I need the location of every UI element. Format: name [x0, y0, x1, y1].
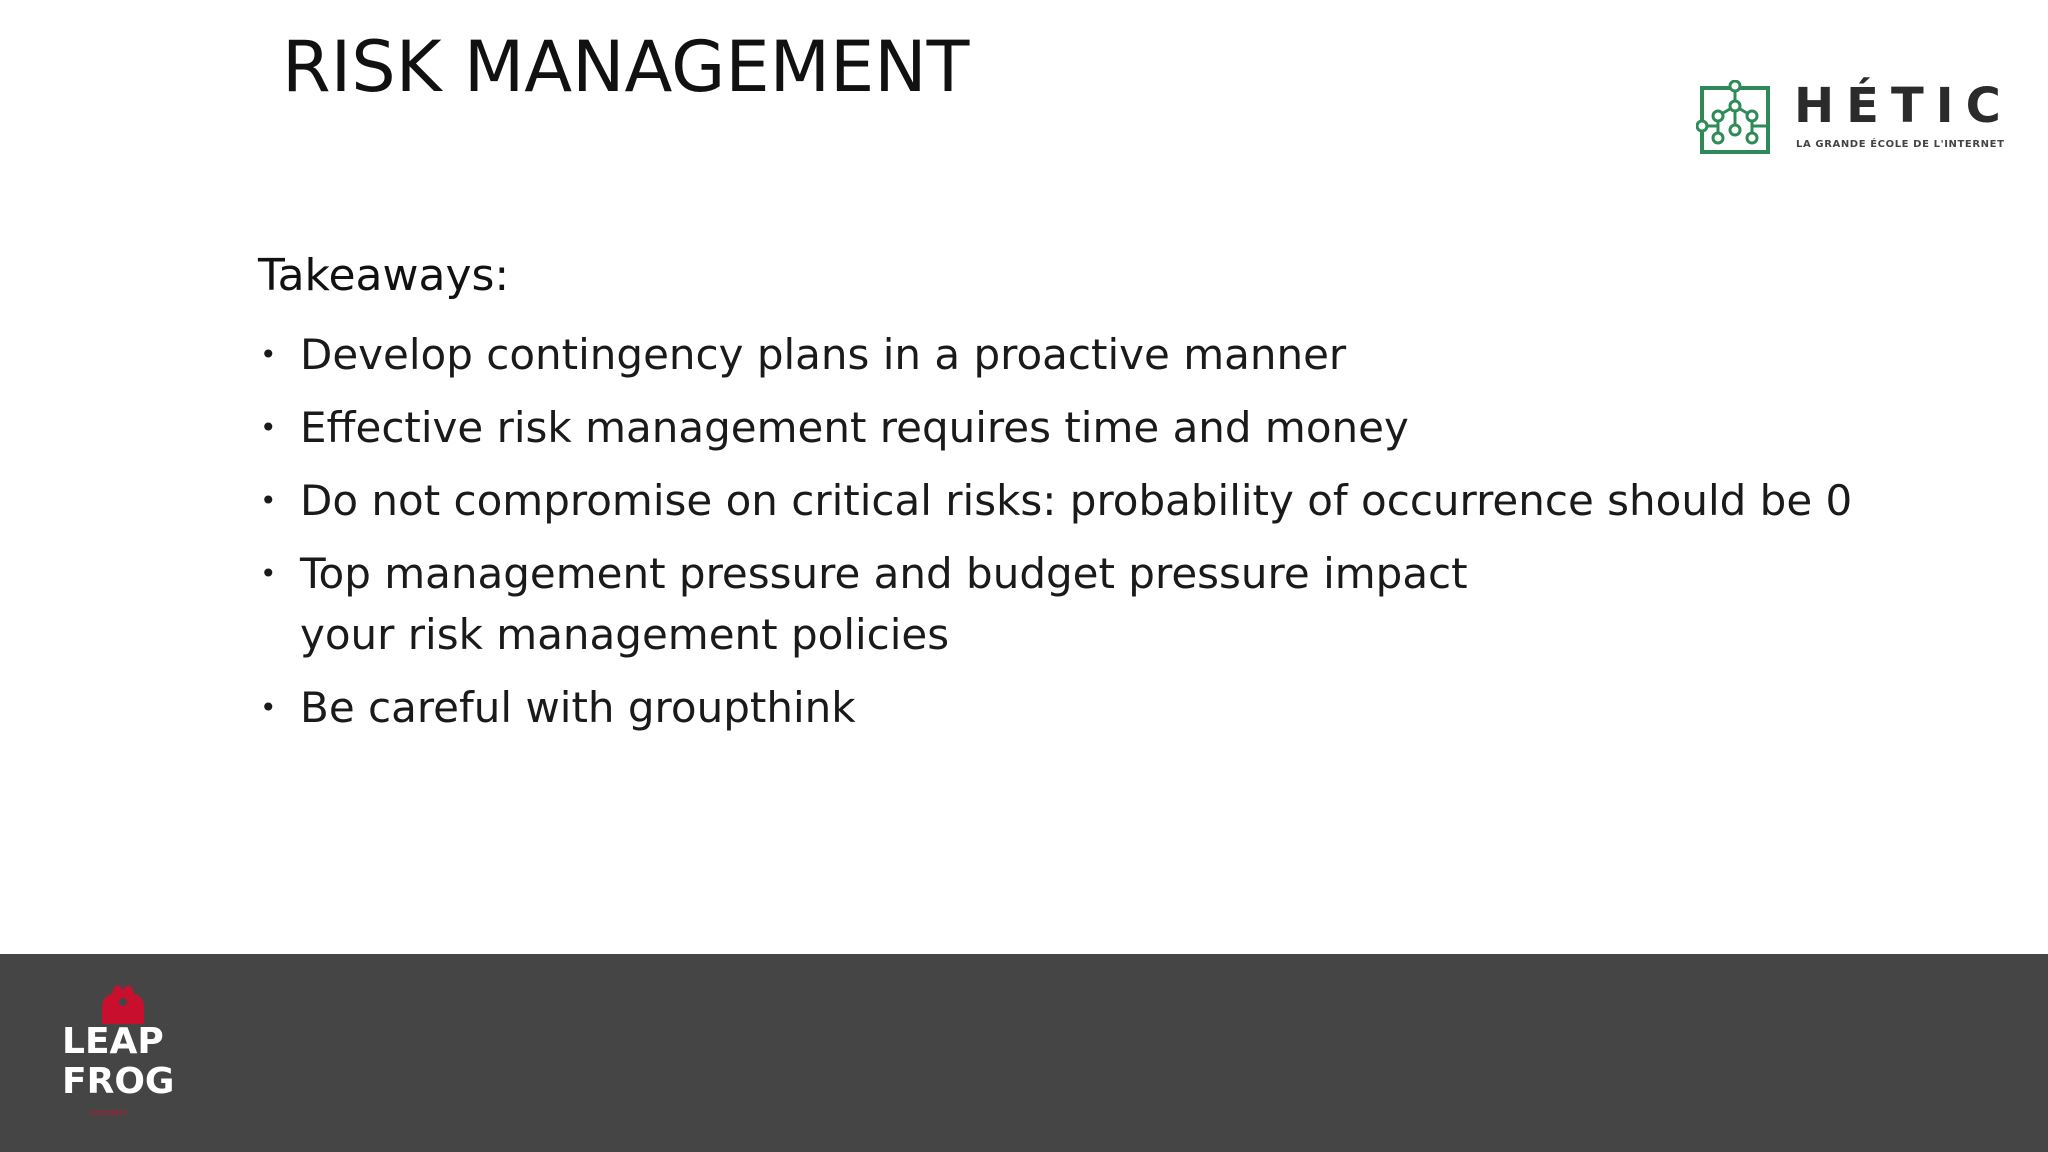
bullet-icon: • [260, 484, 277, 517]
hetic-logo [1696, 76, 2013, 156]
list-item-text: Be careful with groupthink [300, 683, 856, 732]
hetic-wordmark: HÉTIC [1794, 78, 2013, 134]
leapfrog-word-frog: FROG [62, 1061, 175, 1102]
hetic-tagline: LA GRANDE ÉCOLE DE L'INTERNET [1796, 139, 2005, 150]
list-item [258, 677, 1860, 738]
frog-icon [96, 984, 150, 1024]
leapfrog-logo [58, 984, 188, 1134]
list-item-text: Top management pressure and budget pressure impact your risk management policies [300, 549, 1468, 659]
slide-title: RISK MANAGEMENT [282, 26, 970, 108]
bullet-icon: • [260, 691, 277, 724]
list-item-text: Do not compromise on critical risks: probability of occurrence should be 0 [300, 476, 1853, 525]
slide-content [258, 240, 1853, 738]
list-item [258, 470, 1860, 531]
list-item [258, 397, 1860, 458]
footer-bar [0, 954, 2048, 1152]
leapfrog-word-leap: LEAP [62, 1021, 164, 1062]
bullet-icon: • [260, 557, 277, 590]
bullet-icon: • [260, 411, 277, 444]
list-item [258, 543, 1550, 665]
bullet-icon: • [260, 338, 277, 371]
list-item-text: Effective risk management requires time and money [300, 403, 1409, 452]
takeaways-heading: Takeaways: [258, 250, 510, 301]
leapfrog-subtitle: ACADEMY [90, 1109, 128, 1117]
list-item [258, 324, 1860, 385]
circuit-square-icon [1696, 80, 1774, 156]
list-item-text: Develop contingency plans in a proactive manner [300, 330, 1347, 379]
takeaways-list [258, 324, 1853, 738]
